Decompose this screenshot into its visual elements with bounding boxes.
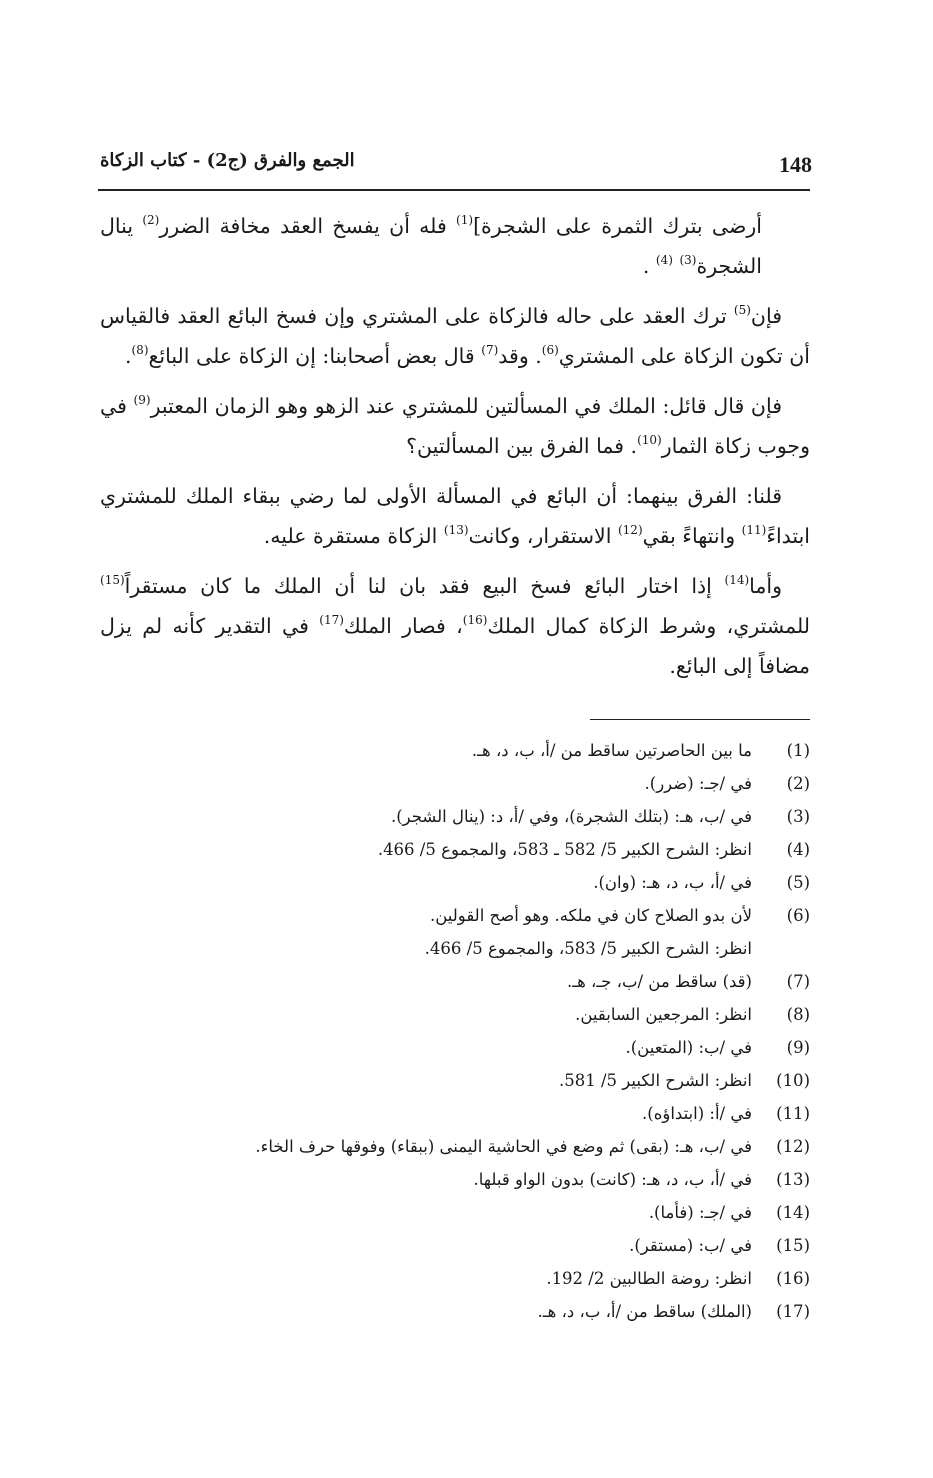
text-run: فإن [750,304,782,328]
footnote-number: (8) [786,1005,810,1024]
footnote-ref: (15) [100,573,125,587]
footnote-text: في /ب، هـ: (بتلك الشجرة)، وفي /أ، د: (ينال الشجر). [390,807,752,826]
footnote-text: في /أ: (ابتداؤه). [642,1104,752,1123]
paragraph-2 [100,296,810,376]
footnote-item [100,998,810,1031]
text-run: ترك العقد على حاله فالزكاة على المشتري وإن فسخ البائع العقد فالقياس أن تكون الزكاة على المشتري [100,304,810,368]
footnote-item [100,833,810,866]
running-title: الجمع والفرق (ج2) - كتاب الزكاة [100,150,355,171]
footnote-ref: (4) [655,253,673,267]
footnote-number: (10) [776,1071,810,1090]
footnote-ref: (2) [142,213,160,227]
footnote-number: (13) [776,1170,810,1189]
footnote-number: (16) [776,1269,810,1288]
footnote-item [100,866,810,899]
footnote-item [100,734,810,767]
footnote-number: (4) [786,840,810,859]
footnote-item [100,899,810,965]
footnote-ref: (13) [443,523,469,537]
text-run: في وجوب زكاة الثمار [100,394,810,458]
footnote-number: (14) [776,1203,810,1222]
paragraph-4 [100,476,810,556]
footnote-number: (1) [786,741,810,760]
text-run: . فما الفرق بين المسألتين؟ [406,434,638,458]
text-run: . [124,344,132,368]
footnote-number: (3) [786,807,810,826]
text-run: الزكاة مستقرة عليه. [263,524,444,548]
footnote-number: (2) [786,774,810,793]
footnote-number: (9) [786,1038,810,1057]
footnote-text: ما بين الحاصرتين ساقط من /أ، ب، د، هـ. [471,741,752,760]
footnote-item [100,1064,810,1097]
footnote-item [100,1130,810,1163]
text-run: وانتهاءً بقي [642,524,742,548]
text-run: أرضى بترك الثمرة على الشجرة] [473,214,762,238]
footnote-number: (11) [776,1104,810,1123]
footnote-text: انظر: الشرح الكبير 5/ 582 ـ 583، والمجموع 5/ 466. [377,840,752,859]
footnote-item [100,965,810,998]
footnote-item [100,767,810,800]
paragraph-5 [100,566,810,686]
footnote-number: (7) [786,972,810,991]
footnote-item [100,1295,810,1328]
footnote-text [425,899,770,965]
text-run: فله أن يفسخ العقد مخافة الضرر [159,214,457,238]
text-run: . [642,254,656,278]
footnote-ref: (9) [133,393,151,407]
text-run: . وقد [498,344,542,368]
footnote-ref: (8) [131,343,149,357]
footnote-text: في /أ، ب، د، هـ: (وان). [593,873,752,892]
footnote-ref: (17) [319,613,344,627]
footnote-ref: (14) [724,573,750,587]
footnote-ref: (10) [637,433,662,447]
text-run: للمشتري، وشرط الزكاة كمال الملك [487,614,810,638]
footnote-text: في /أ، ب، د، هـ: (كانت) بدون الواو قبلها. [473,1170,752,1189]
footnote-number: (12) [776,1137,810,1156]
footnote-ref: (7) [481,343,499,357]
footnote-text: في /ب، هـ: (بقى) ثم وضع في الحاشية اليمنى (ببقاء) وفوقها حرف الخاء. [255,1137,752,1156]
footnote-number: (6) [786,906,810,925]
text-run: فإن قال قائل: الملك في المسألتين للمشتري عند الزهو وهو الزمان المعتبر [150,394,782,418]
footnote-text: انظر: روضة الطالبين 2/ 192. [546,1269,752,1288]
footnote-line: انظر: الشرح الكبير 5/ 583، والمجموع 5/ 466. [424,939,752,958]
text-run: في التقدير كأنه لم يزل مضافاً إلى البائع. [100,614,810,678]
footnote-text: (قد) ساقط من /ب، جـ، هـ. [566,972,752,991]
footnote-ref: (12) [617,523,643,537]
footnote-ref: (3) [679,253,697,267]
footnote-ref: (16) [462,613,488,627]
footnote-item [100,1262,810,1295]
text-run: قلنا: الفرق بينهما: أن البائع في المسألة الأولى لما رضي ببقاء الملك للمشتري ابتداءً [100,484,810,548]
text-run: قال بعض أصحابنا: إن الزكاة على البائع [148,344,482,368]
text-run: ينال الشجرة [100,214,762,278]
footnote-item [100,1229,810,1262]
footnote-number: (5) [786,873,810,892]
main-text [100,206,810,696]
text-run: إذا اختار البائع فسخ البيع فقد بان لنا أن الملك ما كان مستقراً [124,574,725,598]
page-number: 148 [779,152,812,177]
footnote-text: في /ب: (المتعين). [625,1038,752,1057]
footnote-text: في /جـ: (ضرر). [644,774,752,793]
footnote-text: انظر: الشرح الكبير 5/ 581. [558,1071,752,1090]
footnote-text: انظر: المرجعين السابقين. [575,1005,752,1024]
paragraph-3 [100,386,810,466]
footnote-line: لأن بدو الصلاح كان في ملكه. وهو أصح القولين. [430,906,752,925]
footnote-text: (الملك) ساقط من /أ، ب، د، هـ. [537,1302,752,1321]
paragraph-1 [100,206,810,286]
text-run: ، فصار الملك [343,614,463,638]
footnote-item [100,1097,810,1130]
footnote-ref: (6) [541,343,559,357]
footnote-ref: (11) [741,523,767,537]
footnote-ref: (5) [733,303,751,317]
footnote-number: (15) [776,1236,810,1255]
footnote-rule [590,719,810,720]
footnote-text: في /جـ: (فأما). [648,1203,752,1222]
footnote-text: في /ب: (مستقر). [629,1236,752,1255]
footnote-number: (17) [776,1302,810,1321]
text-run: وأما [749,574,782,598]
footnote-item [100,1196,810,1229]
text-run: الاستقرار، وكانت [468,524,618,548]
footnote-item [100,1163,810,1196]
footnote-item [100,1031,810,1064]
footnote-item [100,800,810,833]
footnote-ref: (1) [456,213,474,227]
header-rule [98,189,810,191]
footnotes [100,734,810,1328]
